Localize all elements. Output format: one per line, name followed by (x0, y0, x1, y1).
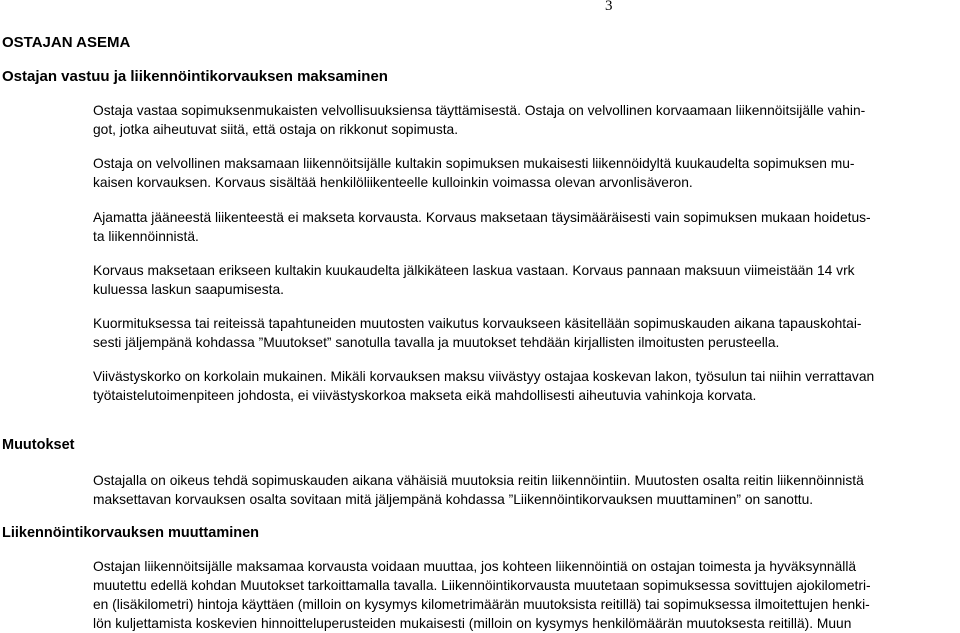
paragraph-line: got, jotka aiheutuvat siitä, että ostaja on rikkonut sopimusta. (93, 122, 459, 137)
paragraph-line: Ostaja on velvollinen maksamaan liikennöitsijälle kultakin sopimuksen mukaisesti liikennöidyltä kuukaudelta sopimuksen mu- (93, 156, 855, 171)
paragraph-line: ta liikennöinnistä. (93, 229, 199, 244)
paragraph-line: sesti jäljempänä kohdassa ”Muutokset” sanotulla tavalla ja muutokset tehdään kirjallisten ilmoitusten perusteella. (93, 335, 780, 350)
section-title-muutokset: Muutokset (2, 437, 75, 453)
paragraph-line: Ostajan liikennöitsijälle maksamaa korvausta voidaan muuttaa, jos kohteen liikennöintiä on ostajan toimesta ja hyväksynnällä (93, 559, 857, 574)
paragraph-kuormitus (93, 314, 861, 352)
paragraph-viivastyskorko (93, 367, 874, 405)
paragraph-line: Ostajalla on oikeus tehdä sopimuskauden aikana vähäisiä muutoksia reitin liikennöintiin. Muutosten osalta reitin liikennöinnistä (93, 473, 864, 488)
paragraph-line: Ajamatta jääneestä liikenteestä ei makseta korvausta. Korvaus maksetaan täysimääräisesti vain sopimuksen mukaan hoidetus- (93, 210, 871, 225)
paragraph-line: Korvaus maksetaan erikseen kultakin kuukaudelta jälkikäteen laskua vastaan. Korvaus pannaan maksuun viimeistään 14 vrk (93, 263, 855, 278)
paragraph-line: en (lisäkilometri) hintoja käyttäen (milloin on kysymys kilometrimäärän muutoksista reitillä) tai sopimuksessa ilmoitettujen henki- (93, 597, 870, 612)
paragraph-line: muutettu edellä kohdan Muutokset tarkoittamalla tavalla. Liikennöintikorvausta muutetaan sopimuksessa sovittujen ajokilometri- (93, 578, 871, 593)
section-title-korvauksen-muuttaminen: Liikennöintikorvauksen muuttaminen (2, 525, 260, 541)
paragraph-line: Ostaja vastaa sopimuksenmukaisten velvollisuuksiensa täyttämisestä. Ostaja on velvollinen korvaamaan liikennöitsijälle vahin- (93, 103, 866, 118)
paragraph-korvauksen-muuttaminen (93, 557, 871, 633)
paragraph-ajamatta (93, 208, 871, 246)
paragraph-line: Viivästyskorko on korkolain mukainen. Mikäli korvauksen maksu viivästyy ostajaa koskevan lakon, työsulun tai niihin verrattavan (93, 369, 875, 384)
paragraph-vastuu (93, 101, 865, 139)
page-heading: OSTAJAN ASEMA (2, 34, 131, 51)
paragraph-line: työtaistelutoimenpiteen johdosta, ei viivästyskorkoa makseta eikä mahdollisesti aiheutuvia vahinkoja korvata. (93, 388, 757, 403)
page-number: 3 (605, 0, 613, 14)
paragraph-line: Kuormituksessa tai reiteissä tapahtuneiden muutosten vaikutus korvaukseen käsitellään sopimuskauden aikana tapauskohtai- (93, 316, 862, 331)
paragraph-laskutus (93, 261, 855, 299)
paragraph-maksaminen (93, 154, 855, 192)
paragraph-line: maksettavan korvauksen osalta sovitaan mitä jäljempänä kohdassa ”Liikennöintikorvauksen muuttaminen” on sanottu. (93, 492, 814, 507)
paragraph-line: kuluessa laskun saapumisesta. (93, 282, 284, 297)
paragraph-muutokset (93, 471, 864, 509)
section-subheading: Ostajan vastuu ja liikennöintikorvauksen maksaminen (2, 68, 388, 85)
paragraph-line: lön kuljettamista koskevien hinnoitteluperusteiden mukaisesti (milloin on kysymys henkilömäärän muutoksesta reitillä). Muun (93, 616, 852, 631)
paragraph-line: kaisen korvauksen. Korvaus sisältää henkilöliikenteelle kulloinkin voimassa olevan arvonlisäveron. (93, 175, 693, 190)
